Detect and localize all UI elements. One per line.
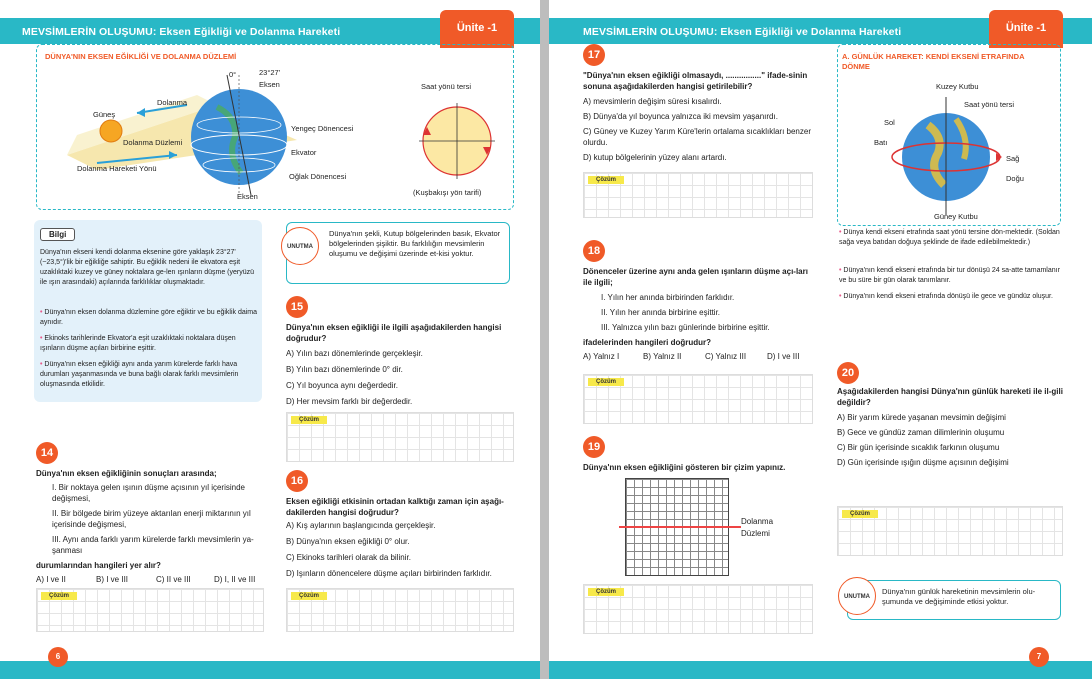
q18-item-2: II. Yılın her anında birbirine eşittir. xyxy=(601,308,721,317)
q17-number: 17 xyxy=(583,44,605,66)
q18-option-d[interactable]: D) I ve III xyxy=(767,352,800,361)
label-dolanma: Dolanma xyxy=(157,98,188,107)
label-0deg: 0° xyxy=(229,70,237,79)
right-footer xyxy=(549,661,1092,679)
q17-option-c[interactable]: C) Güney ve Kuzey Yarım Küre'lerin ortalama sıcaklıkları benzer olurdu. xyxy=(583,127,811,147)
q14-cozum-tag: Çözüm xyxy=(41,592,77,600)
q18-solution-area[interactable] xyxy=(583,374,813,424)
label-kuzey-kutbu: Kuzey Kutbu xyxy=(936,82,979,91)
q15-option-a[interactable]: A) Yılın bazı dönemlerinde gerçekleşir. xyxy=(286,349,423,358)
q14-option-d[interactable]: D) I, II ve III xyxy=(214,575,256,584)
q14-option-c[interactable]: C) II ve III xyxy=(156,575,191,584)
label-oglak: Oğlak Dönencesi xyxy=(289,172,347,181)
sun-icon xyxy=(100,120,122,142)
q19-label-duzlemi: Düzlemi xyxy=(741,529,770,538)
right-unit-tab: Ünite -1 xyxy=(989,10,1063,48)
q15-cozum-tag: Çözüm xyxy=(291,416,327,424)
label-saat-yonu-tersi: Saat yönü tersi xyxy=(964,100,1015,109)
q19-number: 19 xyxy=(583,436,605,458)
q17-solution-area[interactable] xyxy=(583,172,813,218)
daily-bullet-2: • Dünya'nın kendi ekseni etrafında bir tur dönüşü 24 sa-atte tamamlanır ve bu süre bir gün olarak tanımlanır. xyxy=(839,267,1060,284)
q18-question: ifadelerinden hangileri doğrudur? xyxy=(583,338,712,347)
q19-cozum-tag: Çözüm xyxy=(588,588,624,596)
q17-option-d[interactable]: D) kutup bölgelerinin yüzey alanı artardı. xyxy=(583,153,727,162)
bilgi-paragraph: Dünya'nın ekseni kendi dolanma eksenine göre yaklaşık 23°27' (~23,5°)'lik bir eğikliğe sahiptir. Bu eğiklik nedeni ile ekvatora eşit uzaklıktaki kuzey ve güney noktalara ge-len ışınların düşme (yeryüzü ile ışın arasındaki) açılarında farklılıklar oluşmaktadır. xyxy=(40,249,254,286)
q17-cozum-tag: Çözüm xyxy=(588,176,624,184)
bilgi-box xyxy=(34,220,262,402)
q15-option-d[interactable]: D) Her mevsim farklı bir değerdedir. xyxy=(286,397,413,406)
label-saat-yonu: Saat yönü tersi xyxy=(421,82,472,91)
q18-option-a[interactable]: A) Yalnız I xyxy=(583,352,620,361)
unutma-badge-right: UNUTMA xyxy=(838,577,876,615)
q18-item-3: III. Yalnızca yılın bazı günlerinde birbirine eşittir. xyxy=(601,323,770,332)
unutma-text-left: Dünya'nın şekli, Kutup bölgelerinden basık, Ekvator bölgelerinden şişiktir. Bu farklılığın mevsimlerin oluşumu ve değişimi üzerinde et-kisi yoktur. xyxy=(329,229,501,258)
label-sol: Sol xyxy=(884,118,895,127)
q20-stem: Aşağıdakilerden hangisi Dünya'nın günlük hareketi ile il-gili değildir? xyxy=(837,387,1063,407)
left-footer xyxy=(0,661,540,679)
q16-option-b[interactable]: B) Dünya'nın eksen eğikliği 0° olur. xyxy=(286,537,410,546)
q14-number: 14 xyxy=(36,442,58,464)
q14-stem: Dünya'nın eksen eğikliğinin sonuçları arasında; xyxy=(36,469,217,478)
q20-option-b[interactable]: B) Gece ve gündüz zaman dilimlerinin oluşumu xyxy=(837,428,1005,437)
label-dolanma-duzlemi: Dolanma Düzlemi xyxy=(123,138,183,147)
bilgi-tag: Bilgi xyxy=(40,228,75,241)
q16-cozum-tag: Çözüm xyxy=(291,592,327,600)
q17-option-b[interactable]: B) Dünya'da yıl boyunca yalnızca iki mevsim yaşanırdı. xyxy=(583,112,778,121)
label-guney-kutbu: Güney Kutbu xyxy=(934,212,978,221)
q14-solution-area[interactable] xyxy=(36,588,264,632)
unutma-box-left xyxy=(286,222,510,284)
q20-solution-area[interactable] xyxy=(837,506,1063,556)
bilgi-bullet-3: • Dünya'nın eksen eğikliği aynı anda yarım kürelerde farklı hava durumları yaşanmasında ve buna bağlı olarak farklı mevsimlerin oluşmasında etkilidir. xyxy=(40,361,239,388)
q20-cozum-tag: Çözüm xyxy=(842,510,878,518)
q16-number: 16 xyxy=(286,470,308,492)
label-gunes: Güneş xyxy=(93,110,116,119)
label-eksen-bottom: Eksen xyxy=(237,192,258,201)
q18-option-c[interactable]: C) Yalnız III xyxy=(705,352,747,361)
q19-stem: Dünya'nın eksen eğikliğini gösteren bir çizim yapınız. xyxy=(583,463,786,472)
q18-item-1: I. Yılın her anında birbirinden farklıdır. xyxy=(601,293,735,302)
left-page xyxy=(0,0,540,679)
bilgi-bullet-1: • Dünya'nın eksen dolanma düzlemine göre eğiktir ve bu eğiklik daima aynıdır. xyxy=(40,309,258,326)
label-ekvator: Ekvator xyxy=(291,148,317,157)
q20-number: 20 xyxy=(837,362,859,384)
q16-solution-area[interactable] xyxy=(286,588,514,632)
q14-option-b[interactable]: B) I ve III xyxy=(96,575,129,584)
label-dogu: Doğu xyxy=(1006,174,1024,183)
label-eksen-top: Eksen xyxy=(259,80,280,89)
q15-stem: Dünya'nın eksen eğikliği ile ilgili aşağıdakilerden hangisi doğrudur? xyxy=(286,323,502,343)
q15-option-b[interactable]: B) Yılın bazı dönemlerinde 0° dir. xyxy=(286,365,403,374)
left-page-number: 6 xyxy=(48,647,68,667)
right-page-number: 7 xyxy=(1029,647,1049,667)
label-dolanma-yonu: Dolanma Hareketi Yönü xyxy=(77,164,157,173)
q19-solution-area[interactable] xyxy=(583,584,813,634)
label-kusbakisi: (Kuşbakışı yön tarifi) xyxy=(413,188,482,197)
left-header-title: MEVSİMLERİN OLUŞUMU: Eksen Eğikliği ve Dolanma Hareketi xyxy=(22,26,341,38)
daily-motion-box xyxy=(837,44,1061,226)
q14-item-2: II. Bir bölgede birim yüzeye aktarılan enerji miktarının yıl içerisinde değişmesi, xyxy=(52,509,251,529)
q18-cozum-tag: Çözüm xyxy=(588,378,624,386)
daily-globe-svg xyxy=(838,45,1062,227)
q17-stem: "Dünya'nın eksen eğikliği olmasaydı, ................" ifade-sinin sonuna aşağıdakilerden hangisi getirilebilir? xyxy=(583,71,808,91)
label-yengec: Yengeç Dönencesi xyxy=(291,124,354,133)
q15-solution-area[interactable] xyxy=(286,412,514,462)
q19-plane-line xyxy=(619,526,741,528)
q15-option-c[interactable]: C) Yıl boyunca aynı değerdedir. xyxy=(286,381,398,390)
tilt-diagram-box xyxy=(36,44,514,210)
q20-option-a[interactable]: A) Bir yarım kürede yaşanan mevsimin değişimi xyxy=(837,413,1006,422)
q17-option-a[interactable]: A) mevsimlerin değişim süresi kısalırdı. xyxy=(583,97,722,106)
label-bati: Batı xyxy=(874,138,888,147)
q20-option-c[interactable]: C) Bir gün içerisinde sıcaklık farkının oluşumu xyxy=(837,443,1000,452)
right-page xyxy=(549,0,1092,679)
right-header-title: MEVSİMLERİN OLUŞUMU: Eksen Eğikliği ve Dolanma Hareketi xyxy=(583,26,902,38)
q16-option-a[interactable]: A) Kış aylarının başlangıcında gerçekleşir. xyxy=(286,521,436,530)
label-sag: Sağ xyxy=(1006,154,1020,163)
daily-title-1: A. GÜNLÜK HAREKET: KENDİ EKSENİ ETRAFINDA xyxy=(842,52,1025,61)
q14-question: durumlarından hangileri yer alır? xyxy=(36,561,161,570)
q18-number: 18 xyxy=(583,240,605,262)
q16-option-d[interactable]: D) Işınların dönencelere düşme açıları birbirinden farklıdır. xyxy=(286,569,492,578)
q14-item-1: I. Bir noktaya gelen ışının düşme açısının yıl içerisinde değişmesi, xyxy=(52,483,245,503)
left-unit-tab: Ünite -1 xyxy=(440,10,514,48)
unutma-badge-left: UNUTMA xyxy=(281,227,319,265)
q14-option-a[interactable]: A) I ve II xyxy=(36,575,66,584)
q15-number: 15 xyxy=(286,296,308,318)
q16-stem: Eksen eğikliği etkisinin ortadan kalktığı zaman için aşağı-dakilerden hangisi doğrudur? xyxy=(286,497,504,517)
q14-item-3: III. Aynı anda farklı yarım kürelerde farklı mevsimlerin ya-şanması xyxy=(52,535,254,555)
diagram-title: DÜNYA'NIN EKSEN EĞİKLİĞİ VE DOLANMA DÜZLEMİ xyxy=(45,52,237,61)
unutma-box-right xyxy=(844,580,1061,620)
q16-option-c[interactable]: C) Ekinoks tarihleri olarak da bilinir. xyxy=(286,553,411,562)
q20-option-d[interactable]: D) Gün içerisinde ışığın düşme açısının değişimi xyxy=(837,458,1009,467)
daily-title-2: DÖNME xyxy=(842,62,870,71)
daily-bullet-3: • Dünya'nın kendi ekseni etrafında dönüşü ile gece ve gündüz oluşur. xyxy=(839,293,1053,300)
q19-label-dolanma: Dolanma xyxy=(741,517,774,526)
q18-stem: Dönenceler üzerine aynı anda gelen ışınların düşme açı-ları ile ilgili; xyxy=(583,267,808,287)
label-23deg: 23°27' xyxy=(259,68,281,77)
daily-bullet-1: • Dünya kendi ekseni etrafında saat yönü tersine dön-mektedir. (Soldan sağa veya batıdan doğuya şeklinde de ifade edilebilmektedir.) xyxy=(839,229,1060,246)
unutma-text-right: Dünya'nın günlük hareketinin mevsimlerin olu-şumunda ve değişiminde etkisi yoktur. xyxy=(882,587,1036,606)
bilgi-bullet-2: • Ekinoks tarihlerinde Ekvator'a eşit uzaklıktaki noktalara düşen ışınların düşme açıları birbirine eşittir. xyxy=(40,335,236,352)
q18-option-b[interactable]: B) Yalnız II xyxy=(643,352,682,361)
